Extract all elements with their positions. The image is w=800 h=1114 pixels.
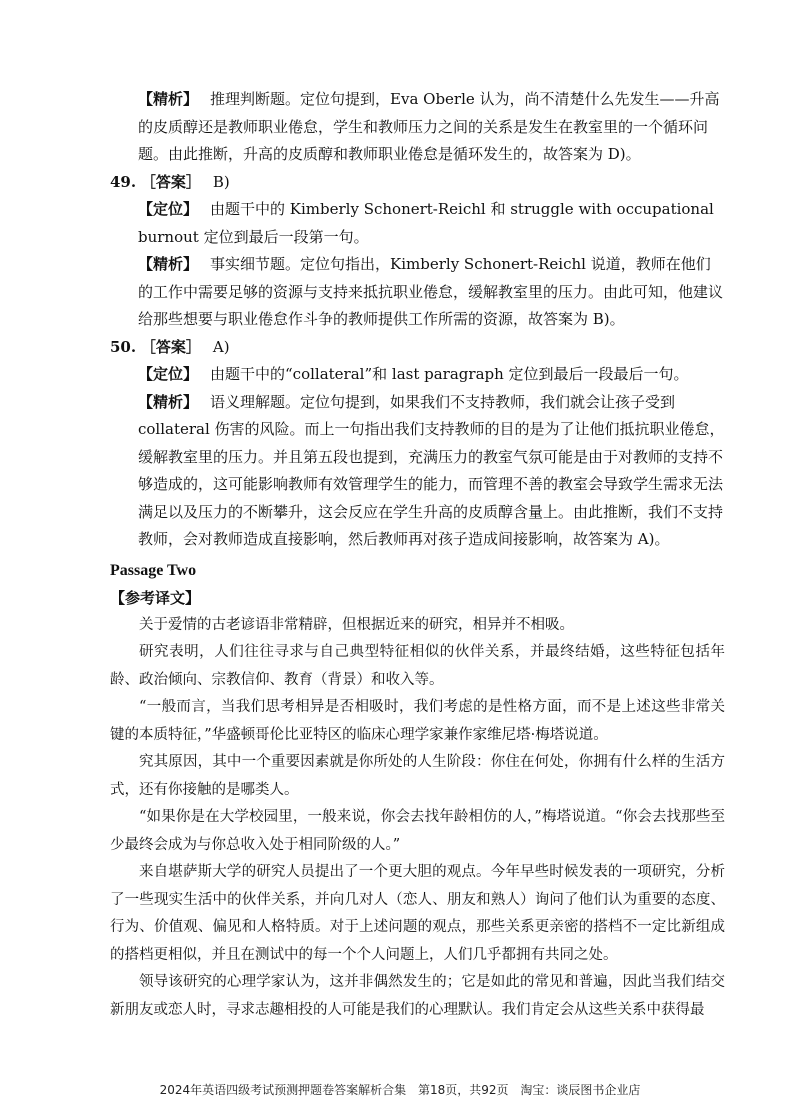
analysis-tag: 【精析】: [138, 90, 199, 108]
locate-tag: 【定位】: [138, 200, 199, 218]
locate-text: 由题干中的 Kimberly Schonert-Reichl 和 struggle with occupational burnout 定位到最后一段第一句。: [138, 200, 714, 246]
footer-page-number: 第18页，共92页: [417, 1083, 509, 1097]
analysis-tag: 【精析】: [138, 392, 199, 411]
translation-heading: 【参考译文】: [110, 588, 201, 607]
locate-tag: 【定位】: [138, 365, 199, 383]
translation-paragraph: “如果你是在大学校园里，一般来说，你会去找年龄相仿的人，”梅塔说道。“你会去找那些至少最终会成为与你总收入处于相同阶级的人。”: [110, 809, 725, 853]
translation-paragraph: “一般而言，当我们思考相异是否相吸时，我们考虑的是性格方面，而不是上述这些非常关键的本质特征，”华盛顿哥伦比亚特区的临床心理学家兼作家维尼塔·梅塔说道。: [110, 699, 725, 743]
q49-analysis: [110, 251, 725, 334]
analysis-text: 推理判断题。定位句提到，Eva Oberle 认为，尚不清楚什么先发生——升高的皮质醇还是教师职业倦怠，学生和教师压力之间的关系是发生在教室里的一个循环问题。由此推断，升高的皮质醇和教师职业倦怠是循环发生的，故答案为 D)。: [138, 90, 720, 163]
question-number: 49.: [110, 172, 137, 191]
q49-answer: [110, 169, 725, 197]
q50-analysis: [110, 389, 725, 554]
answer-tag: ［答案］: [140, 337, 201, 356]
translation-paragraph: 来自堪萨斯大学的研究人员提出了一个更大胆的观点。今年早些时候发表的一项研究，分析了一些现实生活中的伙伴关系，并向几对人（恋人、朋友和熟人）询问了他们认为重要的态度、行为、价值观、偏见和人格特质。对于上述问题的观点，那些关系更亲密的搭档不一定比新组成的搭档更相似，并且在测试中的每一个个人问题上，人们几乎都拥有共同之处。: [110, 864, 725, 963]
analysis-tag: 【精析】: [138, 255, 199, 273]
page-content: [110, 86, 725, 1024]
locate-text: 由题干中的“collateral”和 last paragraph 定位到最后一段最后一句。: [210, 365, 689, 383]
question-number: 50.: [110, 337, 137, 356]
answer-value: A): [212, 337, 230, 356]
analysis-text: 事实细节题。定位句指出，Kimberly Schonert-Reichl 说道，教师在他们的工作中需要足够的资源与支持来抵抗职业倦怠，缓解教室里的压力。由此可知，他建议给那些想要与职业倦怠作斗争的教师提供工作所需的资源，故答案为 B)。: [138, 255, 724, 328]
q50-locate: [110, 361, 725, 389]
q48-analysis: [110, 86, 725, 169]
q50-answer: [110, 334, 725, 362]
analysis-text: 语义理解题。定位句提到，如果我们不支持教师，我们就会让孩子受到 collateral 伤害的风险。而上一句指出我们支持教师的目的是为了让他们抵抗职业倦怠，缓解教室里的压力。并且第五段也提到，充满压力的教室气氛可能是由于对教师的支持不够造成的，这可能影响教师有效管理学生的能力，而管理不善的教室会导致学生需求无法满足以及压力的不断攀升，这会反应在学生升高的皮质醇含量上。由此推断，我们不支持教师，会对教师造成直接影响，然后教师再对孩子造成间接影响，故答案为 A)。: [138, 392, 725, 548]
q49-locate: [110, 196, 725, 251]
translation-paragraph: 领导该研究的心理学家认为，这并非偶然发生的；它是如此的常见和普遍，因此当我们结交新朋友或恋人时，寻求志趣相投的人可能是我们的心理默认。我们肯定会从这些关系中获得最: [110, 974, 725, 1018]
footer-shop: 淘宝：谈辰图书企业店: [520, 1083, 641, 1097]
passage-title: Passage Two: [110, 561, 197, 579]
translation-paragraph: 究其原因，其中一个重要因素就是你所处的人生阶段：你住在何处，你拥有什么样的生活方式，还有你接触的是哪类人。: [110, 754, 725, 798]
translation-paragraph: 研究表明，人们往往寻求与自己典型特征相似的伙伴关系，并最终结婚，这些特征包括年龄、政治倾向、宗教信仰、教育（背景）和收入等。: [110, 644, 725, 688]
page-footer: [0, 1081, 800, 1098]
answer-tag: ［答案］: [140, 172, 201, 191]
footer-book-title: 2024年英语四级考试预测押题卷答案解析合集: [159, 1083, 407, 1097]
answer-value: B): [212, 172, 230, 191]
translation-paragraph: 关于爱情的古老谚语非常精辟，但根据近来的研究，相异并不相吸。: [139, 616, 574, 633]
